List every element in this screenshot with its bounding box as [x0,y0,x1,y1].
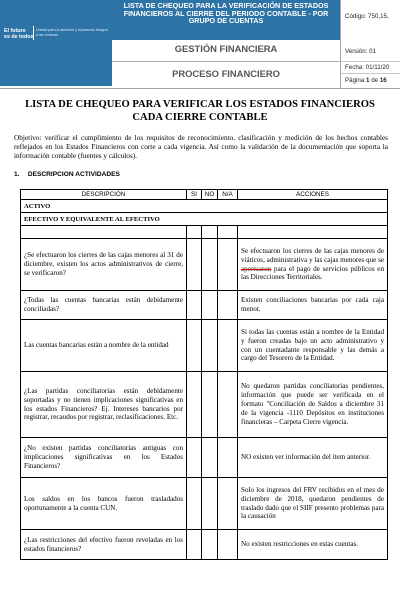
header-na: N/A [218,190,238,200]
document-date: Fecha: 01/11/20 [340,62,400,74]
yes-cell[interactable] [187,530,202,560]
struck-word: apertuaron [241,264,272,273]
no-cell[interactable] [202,239,218,291]
header-bottom-rule [0,88,400,89]
yes-cell[interactable] [187,291,202,320]
row-action: Si todas las cuentas están a nombre de la Entidad y fueron creadas bajo un acto administrativo y con un cuentadante responsable y las demás a cargo del Tesorero de la Entidad. [238,320,388,372]
header-subtitle-process: PROCESO FINANCIERO [172,68,280,79]
row-question: ¿Se efectuaron los cierres de las cajas menores al 31 de diciembre, existen los actos administrativos de cierre, se verificaron? [21,239,187,291]
row-question: Los saldos en los bancos fueron trasladados oportunamente a la cuenta CUN. [21,478,187,530]
subgroup-label: EFECTIVO Y EQUIVALENTE AL EFECTIVO [21,213,388,226]
group-label: ACTIVO [21,200,388,213]
table-row [21,372,388,438]
objective-paragraph: Objetivo: verificar el cumplimiento de los requisitos de reconocimiento, clasificación y medición de los hechos contables reflejados en los Estados Financieros con corte a cada vigencia. Así como la validación de la documentación que soporta la información contable (fuentes y cálculos). [14,133,388,161]
no-cell[interactable] [202,372,218,438]
no-cell[interactable] [202,478,218,530]
table-row [21,530,388,560]
row-question: Las cuentas bancarias están a nombre de la entidad [21,320,187,372]
no-cell[interactable] [202,320,218,372]
section-title: DESCRIPCION ACTIVIDADES [27,171,120,178]
row-question: ¿No existen partidas conciliatorias antiguas con implicaciones significativas en los Estados Financieros? [21,438,187,478]
row-question: ¿Todas las cuentas bancarias están debidamente conciliadas? [21,291,187,320]
header-subtitle-management: GESTIÓN FINANCIERA [174,43,278,54]
spacer-row [21,226,388,239]
page-number [340,74,400,88]
page-current: 1 [366,77,370,84]
table-row [21,478,388,530]
header-divider [112,61,340,62]
na-cell[interactable] [218,291,238,320]
table-row [21,320,388,372]
section-heading [14,171,120,178]
logo-line-2: es de todos [4,34,34,40]
page-of: de [371,77,379,84]
logo-line-1: El futuro [4,28,26,34]
table-row [21,239,388,291]
header-title: LISTA DE CHEQUEO PARA LA VERIFICACIÓN DE ESTADOS FINANCIEROS AL CIERRE DEL PERIODO CONTABLE - POR GRUPO DE CUENTAS [112,0,340,40]
group-row [21,200,388,213]
na-cell[interactable] [218,438,238,478]
no-cell[interactable] [202,291,218,320]
document-code: Código: 750,15, [340,0,400,40]
header-yes: SI [187,190,202,200]
na-cell[interactable] [218,320,238,372]
header-actions: ACCIONES [238,190,388,200]
yes-cell[interactable] [187,372,202,438]
row-action: No existen restricciones en estas cuentas. [238,530,388,560]
header-no: NO [202,190,218,200]
yes-cell[interactable] [187,239,202,291]
na-cell[interactable] [218,478,238,530]
table-row [21,438,388,478]
na-cell[interactable] [218,239,238,291]
row-action: Se efectuaron los cierres de las cajas menores de viáticos, administrativa y las cajas menores que se apertuaron para el pago de servicios públicos en las Direcciones Territoriales. [238,239,388,291]
section-number: 1. [14,171,20,178]
yes-cell[interactable] [187,320,202,372]
logo-divider [33,26,34,40]
page-total: 16 [379,77,387,84]
no-cell[interactable] [202,438,218,478]
document-title: LISTA DE CHEQUEO PARA VERIFICAR LOS ESTADOS FINANCIEROS CADA CIERRE CONTABLE [25,99,375,123]
row-action: Solo los ingresos del FRV recibidos en el mes de diciembre de 2018, quedaron pendientes de traslado dado que el SIIF presento problemas para la causación [238,478,388,530]
header-description: DESCRIPCIÓN [21,190,187,200]
yes-cell[interactable] [187,478,202,530]
row-question: ¿Las partidas conciliatorias están debidamente soportadas y no tienen implicaciones significativas en los estados Financieros? Ej. Intereses bancarios por registrar, recaudos por registrar, reclasificaciones. Etc. [21,372,187,438]
page-prefix: Página [345,77,365,84]
table-row [21,291,388,320]
document-header [0,0,400,90]
document-version: Versión: 01 [340,40,400,62]
institution-logo [0,0,112,86]
row-action: Existen conciliaciones bancarias por cada caja menor. [238,291,388,320]
yes-cell[interactable] [187,438,202,478]
logo-tagline: Unidad para la atención y reparación integral a las víctimas [36,28,108,37]
table-header-row [21,190,388,200]
row-question: ¿Las restricciones del efectivo fueron reveladas en los estados financieros? [21,530,187,560]
row-action: NO existen ver información del ítem anterior. [238,438,388,478]
na-cell[interactable] [218,530,238,560]
row-action: No quedaron partidas conciliatorias pendientes, información que puede ser verificada en el formato "Conciliación de Saldos a diciembre 31 de la vigencia -1110 Depósitos en instituciones financieras – Carpeta Cierre vigencia. [238,372,388,438]
subgroup-row [21,213,388,226]
checklist-table [20,189,388,560]
na-cell[interactable] [218,372,238,438]
no-cell[interactable] [202,530,218,560]
